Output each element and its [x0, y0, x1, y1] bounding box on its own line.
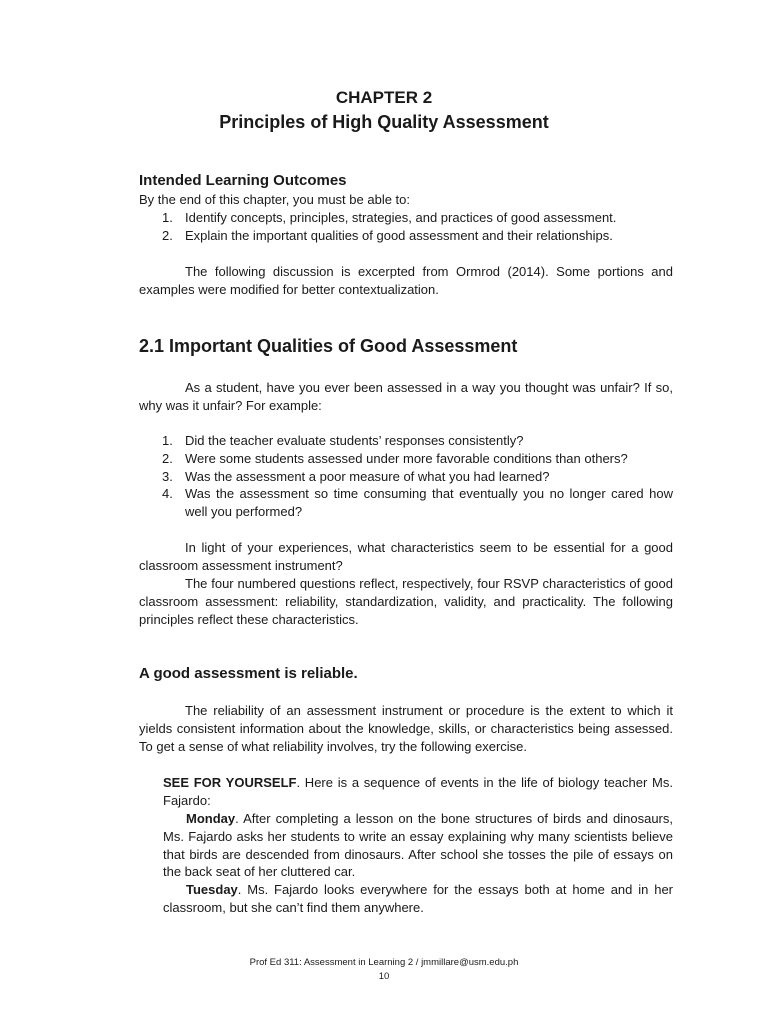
reliable-paragraph: The reliability of an assessment instrument or procedure is the extent to which it yields consistent information about the knowledge, skills, or characteristics being assessed. To get a sense of what reliability involves, try the following exercise.	[139, 703, 673, 754]
monday-text: . After completing a lesson on the bone structures of birds and dinosaurs, Ms. Fajardo asks her students to write an essay explaining why many scientists believe that birds are descended from dinosaurs. After school she tosses the pile of essays on the back seat of her cluttered car.	[163, 811, 673, 880]
outcome-number: 1.	[162, 210, 173, 225]
question-text: Did the teacher evaluate students’ responses consistently?	[185, 433, 524, 448]
outcome-text: Explain the important qualities of good assessment and their relationships.	[185, 227, 613, 243]
outcomes-heading: Intended Learning Outcomes	[139, 172, 347, 189]
chapter-label: CHAPTER 2	[335, 88, 433, 107]
question-item	[139, 468, 673, 486]
question-text: Were some students assessed under more favorable conditions than others?	[185, 450, 628, 466]
question-number: 3.	[162, 468, 173, 484]
outcomes-intro: By the end of this chapter, you must be able to:	[139, 192, 411, 207]
paragraph-four-questions: The four numbered questions reflect, respectively, four RSVP characteristics of good classroom assessment: reliability, standardization, validity, and practicality. The following principles reflect these characteristics.	[139, 576, 673, 627]
question-list	[139, 432, 673, 521]
question-text: Was the assessment so time consuming that eventually you no longer cared how well you performed?	[185, 486, 673, 520]
question-number: 4.	[162, 486, 173, 502]
see-for-yourself-text: . Here is a sequence of events in the life of biology teacher Ms. Fajardo:	[163, 775, 673, 808]
tuesday-text: . Ms. Fajardo looks everywhere for the essays both at home and in her classroom, but she can’t find them anywhere.	[163, 882, 673, 915]
question-text: Was the assessment a poor measure of what you had learned?	[185, 468, 550, 484]
excerpt-note: The following discussion is excerpted from Ormrod (2014). Some portions and examples were modified for better contextualization.	[139, 264, 673, 297]
question-item	[139, 432, 673, 450]
question-item	[139, 485, 673, 521]
section-intro: As a student, have you ever been assessed in a way you thought was unfair? If so, why was it unfair? For example:	[139, 380, 673, 413]
footer-course-line: Prof Ed 311: Assessment in Learning 2 / jmmillare@usm.edu.ph	[249, 957, 519, 968]
chapter-title: Principles of High Quality Assessment	[219, 112, 549, 132]
reliable-heading: A good assessment is reliable.	[139, 665, 358, 682]
outcome-number: 2.	[162, 227, 173, 243]
monday-paragraph	[163, 810, 673, 881]
outcomes-list	[139, 209, 673, 245]
question-item	[139, 450, 673, 468]
tuesday-paragraph	[163, 881, 673, 917]
section-heading: 2.1 Important Qualities of Good Assessment	[139, 336, 518, 356]
question-number: 1.	[162, 433, 173, 448]
tuesday-label: Tuesday	[186, 882, 238, 897]
paragraph-light: In light of your experiences, what characteristics seem to be essential for a good classroom assessment instrument?	[139, 540, 673, 573]
monday-label: Monday	[186, 811, 236, 826]
outcome-item	[139, 209, 673, 227]
footer-page-number: 10	[378, 971, 390, 982]
question-number: 2.	[162, 450, 173, 466]
see-for-yourself-label: SEE FOR YOURSELF	[163, 775, 297, 790]
outcome-item	[139, 227, 673, 245]
see-for-yourself-intro	[163, 774, 673, 810]
outcome-text: Identify concepts, principles, strategies, and practices of good assessment.	[185, 210, 617, 225]
